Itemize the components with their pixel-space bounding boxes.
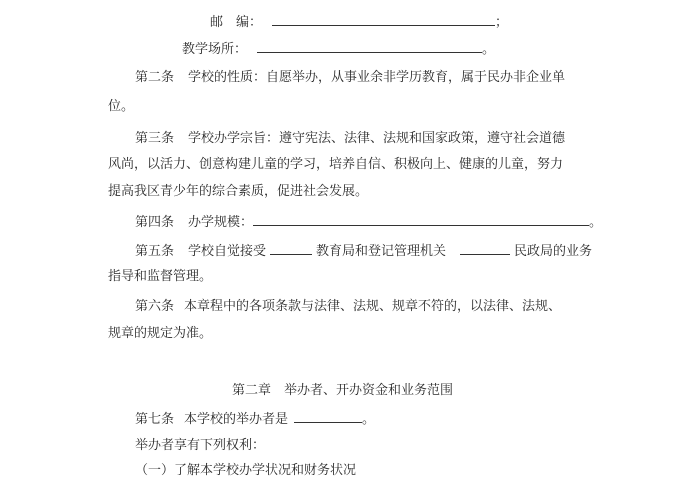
article-5-lead: 第五条 <box>135 244 175 259</box>
postcode-label: 邮 编： <box>210 15 263 30</box>
postcode-end: ； <box>495 15 509 30</box>
rights-item-1 <box>135 462 356 479</box>
article-4-line <box>135 213 602 231</box>
article-3-line-2 <box>108 156 563 173</box>
article-2-lead: 第二条 <box>135 70 175 85</box>
article-7-lead: 第七条 <box>135 412 175 427</box>
article-6-line-2 <box>108 325 212 342</box>
article-3-text-cont: 风尚，以活力、创意构建儿童的学习，培养自信、积极向上、健康的儿童，努力 <box>108 157 564 172</box>
article-3-lead: 第三条 <box>135 131 175 146</box>
article-6-line-1 <box>135 298 561 315</box>
founder-blank <box>294 410 362 423</box>
article-5-line-1 <box>135 242 592 260</box>
article-4-end: 。 <box>589 215 603 230</box>
article-7-line <box>135 410 375 428</box>
article-3-line-1 <box>135 130 565 147</box>
article-7-end: 。 <box>362 412 376 427</box>
chapter-2-title: 第二章 举办者、开办资金和业务范围 <box>232 383 454 398</box>
postcode-line <box>210 13 508 31</box>
article-6-text: 本章程中的各项条款与法律、法规、规章不符的，以法律、法规、 <box>184 299 562 314</box>
article-5-text-end: 指导和监督管理。 <box>108 269 213 284</box>
article-2-line-1 <box>135 69 565 86</box>
rights-text: 举办者享有下列权利： <box>135 438 266 453</box>
article-5-part-2: 教育局和登记管理机关 <box>316 244 447 259</box>
article-5-part-1: 学校自觉接受 <box>188 244 267 259</box>
article-6-lead: 第六条 <box>135 299 175 314</box>
article-3-text: 学校办学宗旨：遵守宪法、法律、法规和国家政策，遵守社会道德 <box>188 131 566 146</box>
article-5-part-3: 民政局的业务 <box>514 244 593 259</box>
education-bureau-blank <box>270 242 312 255</box>
campus-blank <box>257 40 482 53</box>
campus-line <box>182 40 495 58</box>
article-5-line-2 <box>108 268 212 285</box>
postcode-blank <box>272 13 495 26</box>
article-4-lead: 第四条 <box>135 215 175 230</box>
campus-end: 。 <box>482 42 496 57</box>
article-2-text: 学校的性质：自愿举办，从事业余非学历教育，属于民办非企业单 <box>188 70 566 85</box>
article-2-text-cont: 位。 <box>108 99 135 114</box>
civil-affairs-blank <box>460 242 510 255</box>
chapter-2-heading <box>232 382 453 399</box>
article-6-text-end: 规章的规定为准。 <box>108 326 213 341</box>
article-2-line-2 <box>108 98 134 115</box>
scale-blank <box>253 213 589 226</box>
article-7-text: 本学校的举办者是 <box>184 412 289 427</box>
rights-line <box>135 437 265 454</box>
article-3-text-end: 提高我区青少年的综合素质，促进社会发展。 <box>108 184 369 199</box>
campus-label: 教学场所： <box>182 42 248 57</box>
rights-item-1-text: （一）了解本学校办学状况和财务状况 <box>135 463 357 478</box>
article-4-text: 办学规模： <box>188 215 254 230</box>
article-3-line-3 <box>108 183 368 200</box>
